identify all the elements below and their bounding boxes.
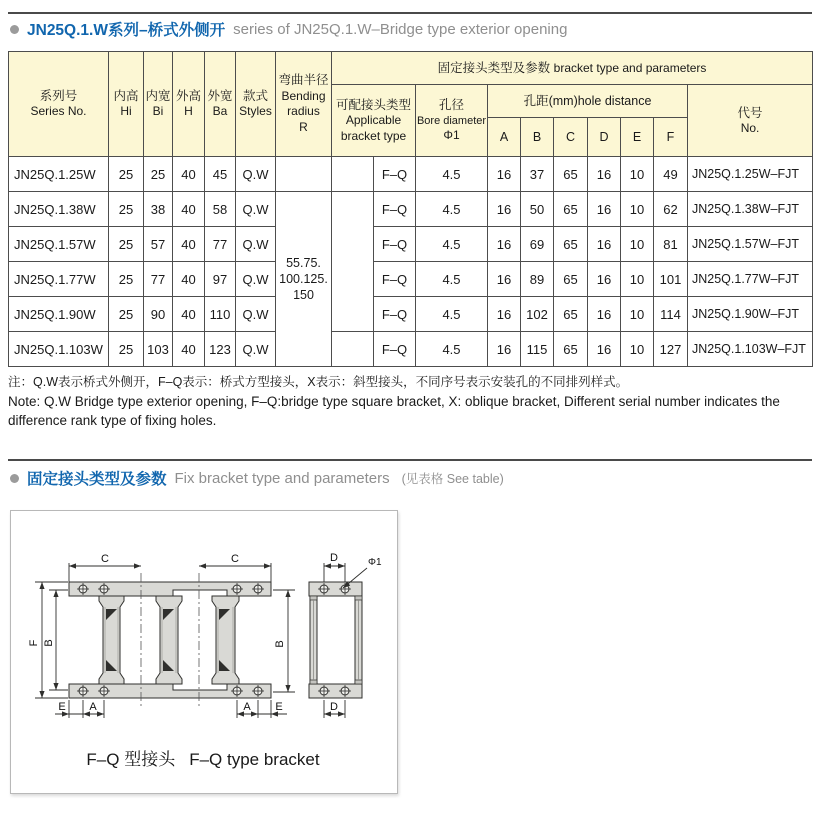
dim-label-b-right: B — [274, 640, 286, 648]
cell-outer-height: 40 — [173, 157, 205, 192]
cell-hole-d: 16 — [588, 227, 621, 262]
cell-hole-b: 115 — [521, 332, 554, 367]
end-view-inner-lines — [314, 600, 359, 680]
cell-inner-width: 57 — [144, 227, 173, 262]
cell-inner-height: 25 — [109, 332, 144, 367]
cell-outer-height: 40 — [173, 192, 205, 227]
spec-row — [9, 227, 813, 262]
cell-outer-width: 45 — [205, 157, 236, 192]
spec-row — [9, 262, 813, 297]
cell-inner-height: 25 — [109, 227, 144, 262]
col-header-bending-radius: 弯曲半径 Bending radius R — [276, 52, 332, 157]
cell-outer-height: 40 — [173, 297, 205, 332]
cell-inner-height: 25 — [109, 157, 144, 192]
cell-code: JN25Q.1.25W–FJT — [688, 157, 813, 192]
cell-style: Q.W — [236, 297, 276, 332]
cell-inner-width: 25 — [144, 157, 173, 192]
dim-label-a-left: A — [89, 701, 97, 713]
section1-title-en: series of JN25Q.1.W–Bridge type exterior opening — [233, 20, 568, 38]
col-header-hole-e: E — [621, 118, 654, 157]
cell-hole-d: 16 — [588, 192, 621, 227]
bracket-drawing-panel — [10, 510, 398, 794]
cell-outer-width: 123 — [205, 332, 236, 367]
dim-label-phi1: Φ1 — [368, 557, 382, 568]
cell-code: JN25Q.1.77W–FJT — [688, 262, 813, 297]
cell-bore-diameter: 4.5 — [416, 297, 488, 332]
cell-hole-b: 89 — [521, 262, 554, 297]
spec-table-header — [9, 52, 813, 157]
cell-bore-diameter: 4.5 — [416, 157, 488, 192]
dim-label-e-left: E — [58, 701, 66, 713]
col-header-series: 系列号 Series No. — [9, 52, 109, 157]
cell-hole-b: 37 — [521, 157, 554, 192]
spec-row — [9, 157, 813, 192]
cell-outer-width: 97 — [205, 262, 236, 297]
cell-hole-f: 62 — [654, 192, 688, 227]
cell-hole-c: 65 — [554, 192, 588, 227]
cell-hole-f: 127 — [654, 332, 688, 367]
cell-outer-height: 40 — [173, 227, 205, 262]
cell-hole-a: 16 — [488, 297, 521, 332]
cell-code: JN25Q.1.38W–FJT — [688, 192, 813, 227]
cell-outer-height: 40 — [173, 332, 205, 367]
col-header-hole-c: C — [554, 118, 588, 157]
bullet-icon — [10, 474, 19, 483]
cell-series: JN25Q.1.77W — [9, 262, 109, 297]
notes-block — [8, 372, 810, 430]
cell-hole-d: 16 — [588, 157, 621, 192]
cell-bracket-type: F–Q — [374, 262, 416, 297]
spec-row — [9, 332, 813, 367]
col-header-inner-width: 内宽 Bi — [144, 52, 173, 157]
cell-code: JN25Q.1.90W–FJT — [688, 297, 813, 332]
cell-hole-a: 16 — [488, 227, 521, 262]
cell-inner-height: 25 — [109, 297, 144, 332]
cell-bracket-type: F–Q — [374, 297, 416, 332]
cell-hole-e: 10 — [621, 262, 654, 297]
cell-inner-height: 25 — [109, 192, 144, 227]
cell-hole-b: 69 — [521, 227, 554, 262]
cell-code: JN25Q.1.103W–FJT — [688, 332, 813, 367]
cell-hole-c: 65 — [554, 332, 588, 367]
col-header-bracket-group: 固定接头类型及参数 bracket type and parameters — [332, 52, 813, 85]
cell-hole-a: 16 — [488, 157, 521, 192]
cell-hole-e: 10 — [621, 157, 654, 192]
cell-outer-height: 40 — [173, 262, 205, 297]
col-header-hole-b: B — [521, 118, 554, 157]
cell-bracket-figure — [332, 192, 374, 332]
cell-bracket-figure — [332, 157, 374, 192]
note-zh: 注：Q.W表示桥式外侧开，F–Q表示：桥式方型接头，X表示：斜型接头，不同序号表示安装孔的不同排列样式。 — [8, 375, 629, 389]
cell-outer-width: 77 — [205, 227, 236, 262]
cell-series: JN25Q.1.38W — [9, 192, 109, 227]
cell-bending-radius: 55.75. 100.125. 150 — [276, 192, 332, 367]
cell-series: JN25Q.1.90W — [9, 297, 109, 332]
end-view-caps — [310, 596, 362, 684]
cell-style: Q.W — [236, 332, 276, 367]
col-header-outer-width: 外宽 Ba — [205, 52, 236, 157]
section2-title-zh: 固定接头类型及参数 — [27, 471, 167, 488]
cell-style: Q.W — [236, 157, 276, 192]
dim-label-f: F — [28, 639, 40, 647]
cell-inner-width: 38 — [144, 192, 173, 227]
header-row-1 — [9, 52, 813, 85]
dim-label-c-right: C — [231, 553, 239, 565]
cell-inner-width: 77 — [144, 262, 173, 297]
top-divider — [8, 12, 812, 14]
spec-row — [9, 297, 813, 332]
spec-row — [9, 192, 813, 227]
cell-hole-e: 10 — [621, 332, 654, 367]
col-header-outer-height: 外高 H — [173, 52, 205, 157]
cell-bore-diameter: 4.5 — [416, 227, 488, 262]
spec-table-body — [9, 157, 813, 367]
cell-series: JN25Q.1.57W — [9, 227, 109, 262]
cell-hole-e: 10 — [621, 297, 654, 332]
section2-heading — [10, 467, 504, 489]
cell-hole-d: 16 — [588, 297, 621, 332]
col-header-styles: 款式 Styles — [236, 52, 276, 157]
dim-label-e-right: E — [275, 701, 283, 713]
cell-bracket-type: F–Q — [374, 192, 416, 227]
cell-hole-c: 65 — [554, 262, 588, 297]
bracket-drawing — [11, 511, 395, 791]
col-header-inner-height: 内高 Hi — [109, 52, 144, 157]
cell-inner-width: 90 — [144, 297, 173, 332]
spec-table — [8, 51, 813, 367]
col-header-hole-f: F — [654, 118, 688, 157]
cell-hole-d: 16 — [588, 332, 621, 367]
cell-code: JN25Q.1.57W–FJT — [688, 227, 813, 262]
col-header-hole-d: D — [588, 118, 621, 157]
cell-hole-c: 65 — [554, 157, 588, 192]
cell-bracket-type: F–Q — [374, 227, 416, 262]
cell-hole-b: 102 — [521, 297, 554, 332]
cell-inner-width: 103 — [144, 332, 173, 367]
bullet-icon — [10, 25, 19, 34]
cell-style: Q.W — [236, 192, 276, 227]
dim-label-c-left: C — [101, 553, 109, 565]
cell-hole-b: 50 — [521, 192, 554, 227]
cell-hole-a: 16 — [488, 262, 521, 297]
dim-label-d-top: D — [330, 552, 338, 564]
cell-bending-radius-top — [276, 157, 332, 192]
section1-heading — [10, 18, 567, 40]
cell-hole-c: 65 — [554, 227, 588, 262]
cell-bracket-figure — [332, 332, 374, 367]
section2-aside: (见表格 See table) — [401, 472, 504, 486]
dim-label-a-right: A — [243, 701, 251, 713]
col-header-hole-a: A — [488, 118, 521, 157]
note-en: Note: Q.W Bridge type exterior opening, F–Q:bridge type square bracket, X: oblique bracket, Different serial number indicates the difference rank type of fixing holes. — [8, 394, 780, 428]
cell-hole-a: 16 — [488, 192, 521, 227]
cell-series: JN25Q.1.103W — [9, 332, 109, 367]
cell-bracket-type: F–Q — [374, 157, 416, 192]
cell-bore-diameter: 4.5 — [416, 192, 488, 227]
dim-label-b-left: B — [43, 639, 55, 647]
cell-series: JN25Q.1.25W — [9, 157, 109, 192]
cell-hole-c: 65 — [554, 297, 588, 332]
cell-bracket-type: F–Q — [374, 332, 416, 367]
cell-hole-d: 16 — [588, 262, 621, 297]
col-header-hole-distance: 孔距(mm)hole distance — [488, 85, 688, 118]
col-header-bore-diameter: 孔径 Bore diameter Φ1 — [416, 85, 488, 157]
cell-outer-width: 110 — [205, 297, 236, 332]
cell-hole-e: 10 — [621, 192, 654, 227]
cell-style: Q.W — [236, 262, 276, 297]
cell-hole-f: 81 — [654, 227, 688, 262]
col-header-applicable-bracket: 可配接头类型 Applicable bracket type — [332, 85, 416, 157]
col-header-code: 代号 No. — [688, 85, 813, 157]
cell-style: Q.W — [236, 227, 276, 262]
cell-hole-f: 114 — [654, 297, 688, 332]
cell-outer-width: 58 — [205, 192, 236, 227]
cell-hole-f: 101 — [654, 262, 688, 297]
drawing-caption: F–Q 型接头 F–Q type bracket — [86, 750, 320, 769]
cell-hole-a: 16 — [488, 332, 521, 367]
section2-title-en: Fix bracket type and parameters — [174, 469, 390, 487]
cell-hole-e: 10 — [621, 227, 654, 262]
section2-divider — [8, 459, 812, 461]
cell-bore-diameter: 4.5 — [416, 262, 488, 297]
dim-label-d-bottom: D — [330, 701, 338, 713]
cell-hole-f: 49 — [654, 157, 688, 192]
section1-title-zh: JN25Q.1.W系列–桥式外侧开 — [27, 22, 226, 39]
cell-bore-diameter: 4.5 — [416, 332, 488, 367]
cell-inner-height: 25 — [109, 262, 144, 297]
